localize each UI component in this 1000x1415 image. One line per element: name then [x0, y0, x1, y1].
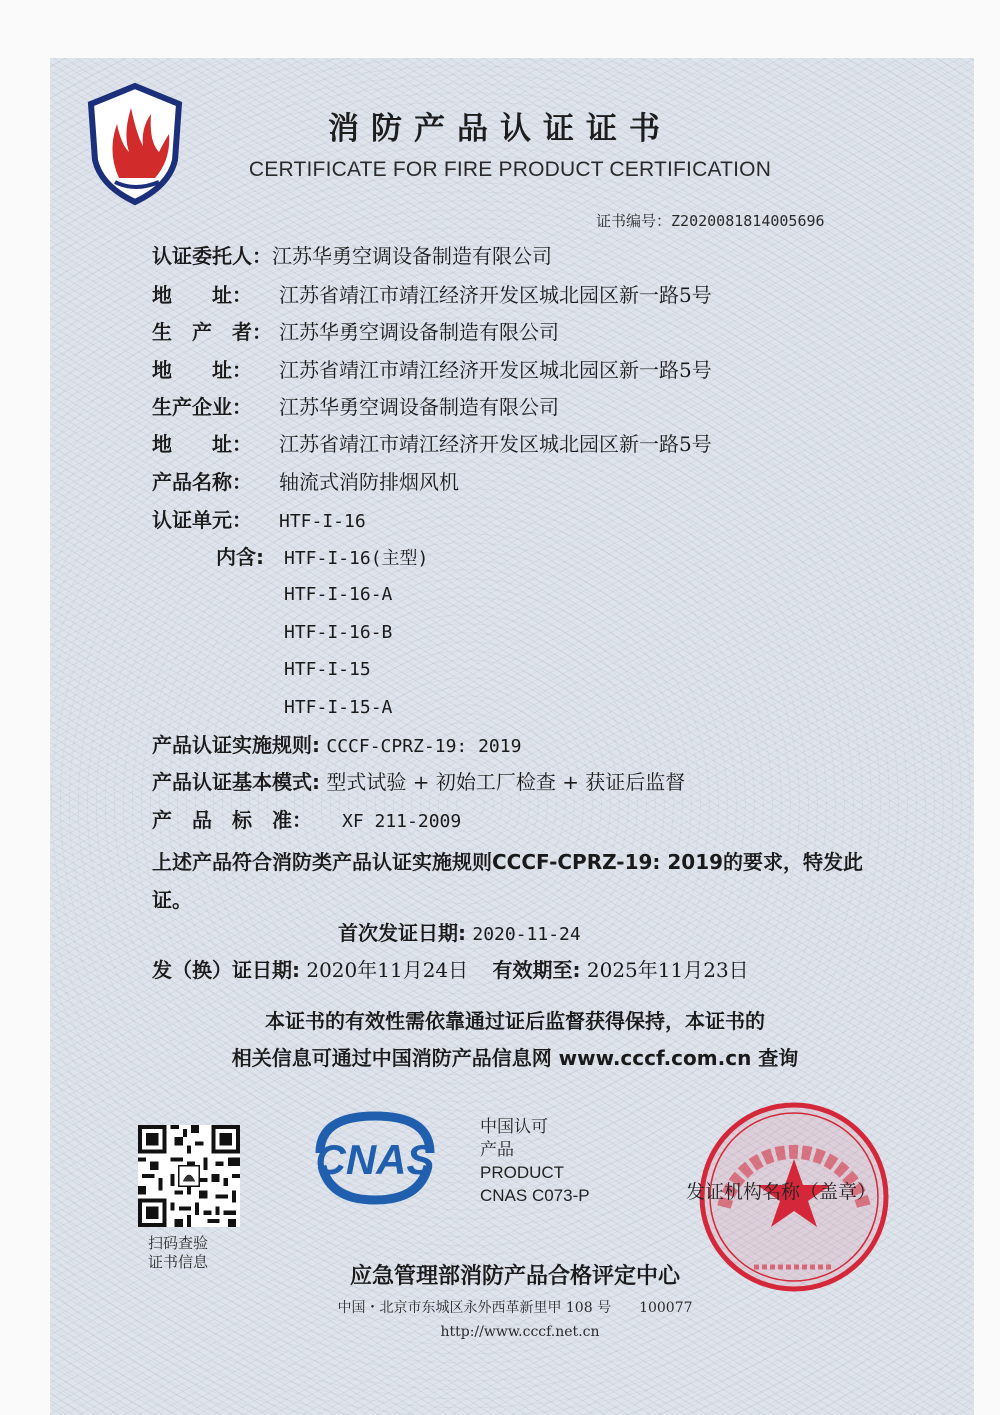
model-item: HTF-I-16-B [284, 622, 393, 643]
cert-mode-label: 产品认证基本模式: [152, 770, 320, 794]
producer-label: 生 产 者： [152, 320, 272, 344]
verification-qr-code[interactable] [138, 1125, 240, 1227]
implementation-rule-label: 产品认证实施规则: [152, 733, 320, 757]
qr-caption-line: 证书信息 [148, 1253, 209, 1271]
implementation-rule-row [152, 732, 521, 760]
address-row-1 [152, 282, 712, 308]
producer-value: 江苏华勇空调设备制造有限公司 [279, 320, 559, 344]
compliance-statement: 上述产品符合消防类产品认证实施规则CCCF-CPRZ-19: 2019的要求，特发此证。 [152, 850, 864, 912]
producer-row [152, 319, 559, 345]
client-value: 江苏华勇空调设备制造有限公司 [272, 244, 552, 268]
address-label: 地 址： [152, 283, 252, 307]
cnas-accreditation-text [480, 1115, 590, 1207]
cert-mode-value: 型式试验 + 初始工厂检查 + 获证后监督 [326, 770, 686, 794]
cert-unit-row [152, 507, 366, 535]
model-item: HTF-I-15-A [284, 697, 393, 718]
certificate-title-english: CERTIFICATE FOR FIRE PRODUCT CERTIFICATION [248, 158, 772, 181]
issue-date-label: 发（换）证日期: [152, 958, 300, 982]
address-value: 江苏省靖江市靖江经济开发区城北园区新一路5号 [279, 432, 712, 456]
fire-certification-logo [85, 82, 185, 206]
implementation-rule-value: CCCF-CPRZ-19: 2019 [326, 736, 522, 757]
cnas-line: 中国认可 [480, 1117, 548, 1136]
issuer-stamp-label: 发证机构名称（盖章） [686, 1181, 877, 1203]
cert-mode-row [152, 769, 685, 795]
address-label: 地 址： [152, 432, 252, 456]
cnas-line: PRODUCT [480, 1163, 565, 1182]
contains-label: 内含: [216, 545, 264, 569]
model-item: HTF-I-15 [284, 659, 371, 680]
product-name-value: 轴流式消防排烟风机 [279, 470, 459, 494]
client-label: 认证委托人： [152, 244, 272, 268]
product-name-label: 产品名称： [152, 470, 252, 494]
valid-until-label: 有效期至: [492, 958, 581, 982]
organization-website[interactable]: http://www.cccf.net.cn [440, 1324, 600, 1340]
cnas-logo-text: CNAS [315, 1136, 435, 1183]
product-standard-row [152, 807, 461, 835]
cert-unit-label: 认证单元： [152, 508, 252, 532]
model-item: HTF-I-16-A [284, 584, 393, 605]
factory-label: 生产企业： [152, 395, 252, 419]
issuing-organization: 应急管理部消防产品合格评定中心 [349, 1264, 680, 1289]
factory-row [152, 394, 559, 420]
qr-caption-line: 扫码查验 [148, 1234, 209, 1252]
first-issue-date-label: 首次发证日期: [338, 921, 466, 945]
cnas-line: CNAS C073-P [480, 1186, 590, 1205]
cert-unit-value: HTF-I-16 [279, 511, 366, 532]
product-standard-label: 产 品 标 准： [152, 808, 312, 832]
address-value: 江苏省靖江市靖江经济开发区城北园区新一路5号 [279, 283, 712, 307]
address-value: 江苏省靖江市靖江经济开发区城北园区新一路5号 [279, 358, 712, 382]
product-name-row [152, 469, 459, 495]
certificate-number-value: Z2020081814005696 [671, 212, 825, 230]
model-item: HTF-I-16(主型) [284, 548, 429, 569]
organization-address: 中国・北京市东城区永外西革新里甲 108 号 100077 [337, 1300, 693, 1316]
address-row-2 [152, 357, 712, 383]
valid-until-value: 2025年11月23日 [586, 958, 749, 982]
factory-value: 江苏华勇空调设备制造有限公司 [279, 395, 559, 419]
product-standard-value: XF 211-2009 [342, 811, 462, 832]
address-row-3 [152, 431, 712, 457]
issue-date-value: 2020年11月24日 [306, 958, 469, 982]
issue-date-row [152, 957, 749, 983]
validity-notice-line-2: 相关信息可通过中国消防产品信息网 www.cccf.com.cn 查询 [231, 1046, 799, 1070]
certificate-number-label: 证书编号： [596, 212, 672, 230]
first-issue-date-value: 2020-11-24 [472, 924, 581, 945]
client-row [152, 243, 552, 269]
validity-notice-line-1: 本证书的有效性需依靠通过证后监督获得保持，本证书的 [265, 1009, 765, 1033]
certificate-title: 消防产品认证证书 [328, 111, 672, 147]
certificate-number [596, 210, 825, 231]
cnas-line: 产品 [480, 1140, 514, 1159]
contains-row [216, 544, 428, 572]
address-label: 地 址： [152, 358, 252, 382]
first-issue-date-row [338, 920, 581, 948]
